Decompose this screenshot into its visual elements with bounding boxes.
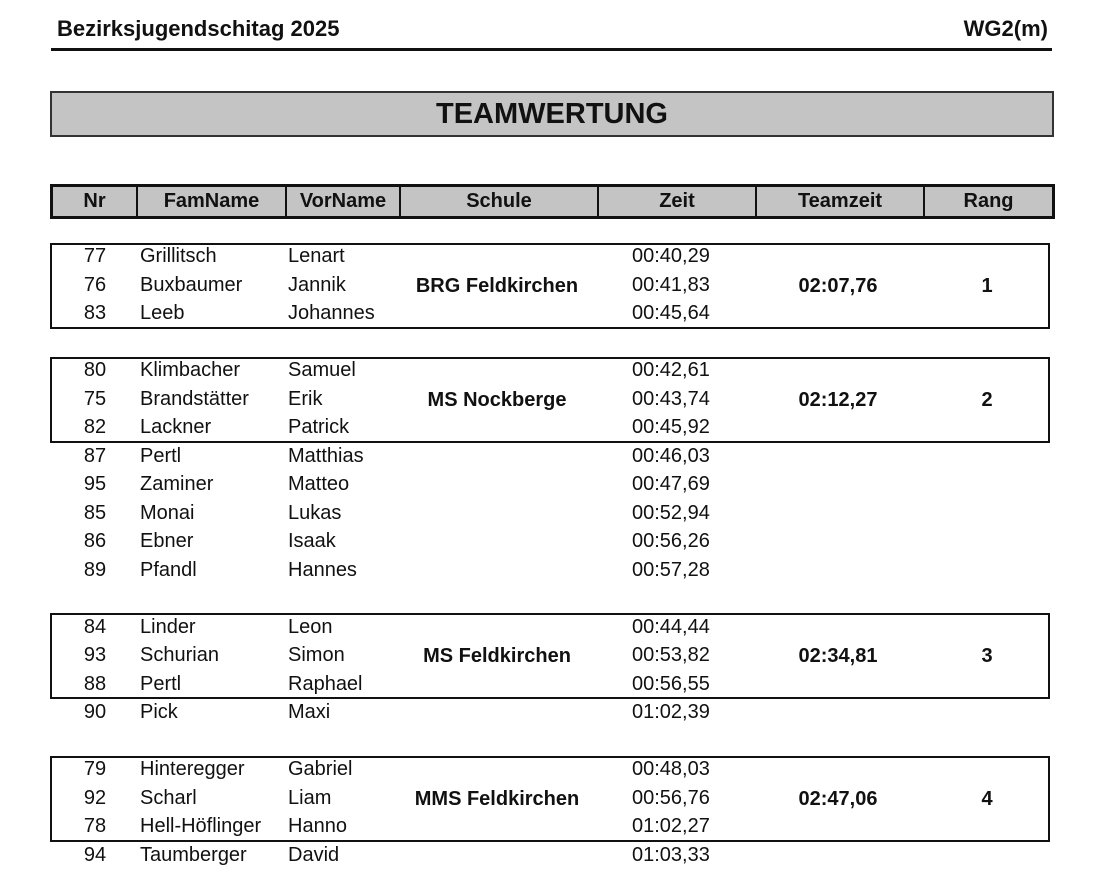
cell-nr: 79 bbox=[83, 758, 107, 780]
cell-vorname: Maxi bbox=[288, 701, 331, 723]
table-row bbox=[0, 556, 1110, 584]
category-label: WG2(m) bbox=[963, 16, 1048, 41]
cell-zeit: 00:56,76 bbox=[632, 787, 710, 809]
cell-vorname: Simon bbox=[288, 644, 345, 666]
cell-zeit: 00:40,29 bbox=[632, 245, 710, 267]
table-row bbox=[0, 812, 1110, 840]
cell-zeit: 00:53,82 bbox=[632, 644, 710, 666]
cell-nr: 83 bbox=[83, 302, 107, 324]
cell-vorname: David bbox=[288, 844, 340, 866]
cell-vorname: Matteo bbox=[288, 473, 350, 495]
cell-zeit: 00:45,92 bbox=[632, 416, 710, 438]
cell-famname: Zaminer bbox=[140, 473, 214, 495]
cell-famname: Klimbacher bbox=[140, 359, 241, 381]
cell-vorname: Patrick bbox=[288, 416, 350, 438]
cell-nr: 94 bbox=[83, 844, 107, 866]
cell-vorname: Lukas bbox=[288, 502, 342, 524]
cell-nr: 93 bbox=[83, 644, 107, 666]
cell-vorname: Raphael bbox=[288, 673, 363, 695]
cell-vorname: Leon bbox=[288, 616, 333, 638]
cell-zeit: 00:46,03 bbox=[632, 445, 710, 467]
team-rank: 4 bbox=[981, 788, 993, 810]
team-school: BRG Feldkirchen bbox=[415, 275, 579, 297]
team-time: 02:12,27 bbox=[798, 389, 878, 411]
table-row bbox=[0, 356, 1110, 384]
team-school: MS Nockberge bbox=[427, 389, 567, 411]
table-row bbox=[0, 413, 1110, 441]
column-header-zeit: Zeit bbox=[599, 187, 757, 216]
cell-vorname: Hannes bbox=[288, 559, 357, 581]
cell-zeit: 00:42,61 bbox=[632, 359, 710, 381]
cell-nr: 75 bbox=[83, 388, 107, 410]
cell-nr: 88 bbox=[83, 673, 107, 695]
cell-zeit: 00:57,28 bbox=[632, 559, 710, 581]
cell-zeit: 00:56,26 bbox=[632, 530, 710, 552]
cell-nr: 86 bbox=[83, 530, 107, 552]
cell-vorname: Johannes bbox=[288, 302, 375, 324]
cell-vorname: Erik bbox=[288, 388, 323, 410]
cell-nr: 87 bbox=[83, 445, 107, 467]
cell-nr: 89 bbox=[83, 559, 107, 581]
cell-zeit: 01:02,39 bbox=[632, 701, 710, 723]
cell-famname: Buxbaumer bbox=[140, 274, 243, 296]
cell-famname: Brandstätter bbox=[140, 388, 249, 410]
cell-vorname: Isaak bbox=[288, 530, 336, 552]
column-header-famname: FamName bbox=[138, 187, 287, 216]
table-row bbox=[0, 670, 1110, 698]
cell-famname: Pfandl bbox=[140, 559, 197, 581]
cell-vorname: Hanno bbox=[288, 815, 347, 837]
cell-zeit: 00:52,94 bbox=[632, 502, 710, 524]
cell-famname: Hinteregger bbox=[140, 758, 245, 780]
cell-zeit: 00:44,44 bbox=[632, 616, 710, 638]
column-header-nr: Nr bbox=[53, 187, 138, 216]
cell-famname: Pertl bbox=[140, 445, 182, 467]
column-header-vorname: VorName bbox=[287, 187, 401, 216]
table-row bbox=[0, 470, 1110, 498]
cell-famname: Taumberger bbox=[140, 844, 247, 866]
section-title: TEAMWERTUNG bbox=[50, 91, 1054, 137]
team-school: MMS Feldkirchen bbox=[414, 788, 580, 810]
cell-zeit: 00:48,03 bbox=[632, 758, 710, 780]
table-row bbox=[0, 755, 1110, 783]
cell-vorname: Gabriel bbox=[288, 758, 353, 780]
cell-nr: 92 bbox=[83, 787, 107, 809]
column-header bbox=[50, 184, 1055, 219]
cell-famname: Lackner bbox=[140, 416, 212, 438]
cell-nr: 80 bbox=[83, 359, 107, 381]
cell-nr: 78 bbox=[83, 815, 107, 837]
team-school: MS Feldkirchen bbox=[423, 645, 571, 667]
cell-nr: 82 bbox=[83, 416, 107, 438]
cell-vorname: Matthias bbox=[288, 445, 364, 467]
cell-zeit: 00:56,55 bbox=[632, 673, 710, 695]
cell-famname: Scharl bbox=[140, 787, 197, 809]
column-header-schule: Schule bbox=[401, 187, 599, 216]
column-header-teamzeit: Teamzeit bbox=[757, 187, 925, 216]
cell-famname: Grillitsch bbox=[140, 245, 217, 267]
cell-famname: Linder bbox=[140, 616, 196, 638]
team-time: 02:07,76 bbox=[798, 275, 878, 297]
cell-zeit: 00:43,74 bbox=[632, 388, 710, 410]
cell-zeit: 00:41,83 bbox=[632, 274, 710, 296]
team-rank: 3 bbox=[981, 645, 993, 667]
cell-nr: 77 bbox=[83, 245, 107, 267]
cell-vorname: Jannik bbox=[288, 274, 346, 296]
cell-nr: 90 bbox=[83, 701, 107, 723]
cell-famname: Hell-Höflinger bbox=[140, 815, 262, 837]
cell-vorname: Samuel bbox=[288, 359, 356, 381]
cell-vorname: Lenart bbox=[288, 245, 345, 267]
table-row bbox=[0, 299, 1110, 327]
table-row bbox=[0, 698, 1110, 726]
table-row bbox=[0, 841, 1110, 869]
table-row bbox=[0, 527, 1110, 555]
cell-famname: Schurian bbox=[140, 644, 219, 666]
cell-nr: 85 bbox=[83, 502, 107, 524]
table-row bbox=[0, 499, 1110, 527]
team-time: 02:34,81 bbox=[798, 645, 878, 667]
team-time: 02:47,06 bbox=[798, 788, 878, 810]
team-rank: 1 bbox=[981, 275, 993, 297]
header-rule bbox=[51, 48, 1052, 51]
cell-famname: Ebner bbox=[140, 530, 194, 552]
cell-zeit: 00:47,69 bbox=[632, 473, 710, 495]
cell-nr: 84 bbox=[83, 616, 107, 638]
cell-famname: Monai bbox=[140, 502, 195, 524]
cell-famname: Leeb bbox=[140, 302, 185, 324]
cell-famname: Pertl bbox=[140, 673, 182, 695]
table-row bbox=[0, 442, 1110, 470]
table-row bbox=[0, 242, 1110, 270]
cell-famname: Pick bbox=[140, 701, 178, 723]
table-row bbox=[0, 613, 1110, 641]
cell-nr: 95 bbox=[83, 473, 107, 495]
event-title: Bezirksjugendschitag 2025 bbox=[57, 16, 340, 41]
cell-nr: 76 bbox=[83, 274, 107, 296]
team-rank: 2 bbox=[981, 389, 993, 411]
cell-zeit: 01:03,33 bbox=[632, 844, 710, 866]
column-header-rang: Rang bbox=[963, 190, 1014, 212]
cell-zeit: 01:02,27 bbox=[632, 815, 710, 837]
cell-zeit: 00:45,64 bbox=[632, 302, 710, 324]
cell-vorname: Liam bbox=[288, 787, 332, 809]
